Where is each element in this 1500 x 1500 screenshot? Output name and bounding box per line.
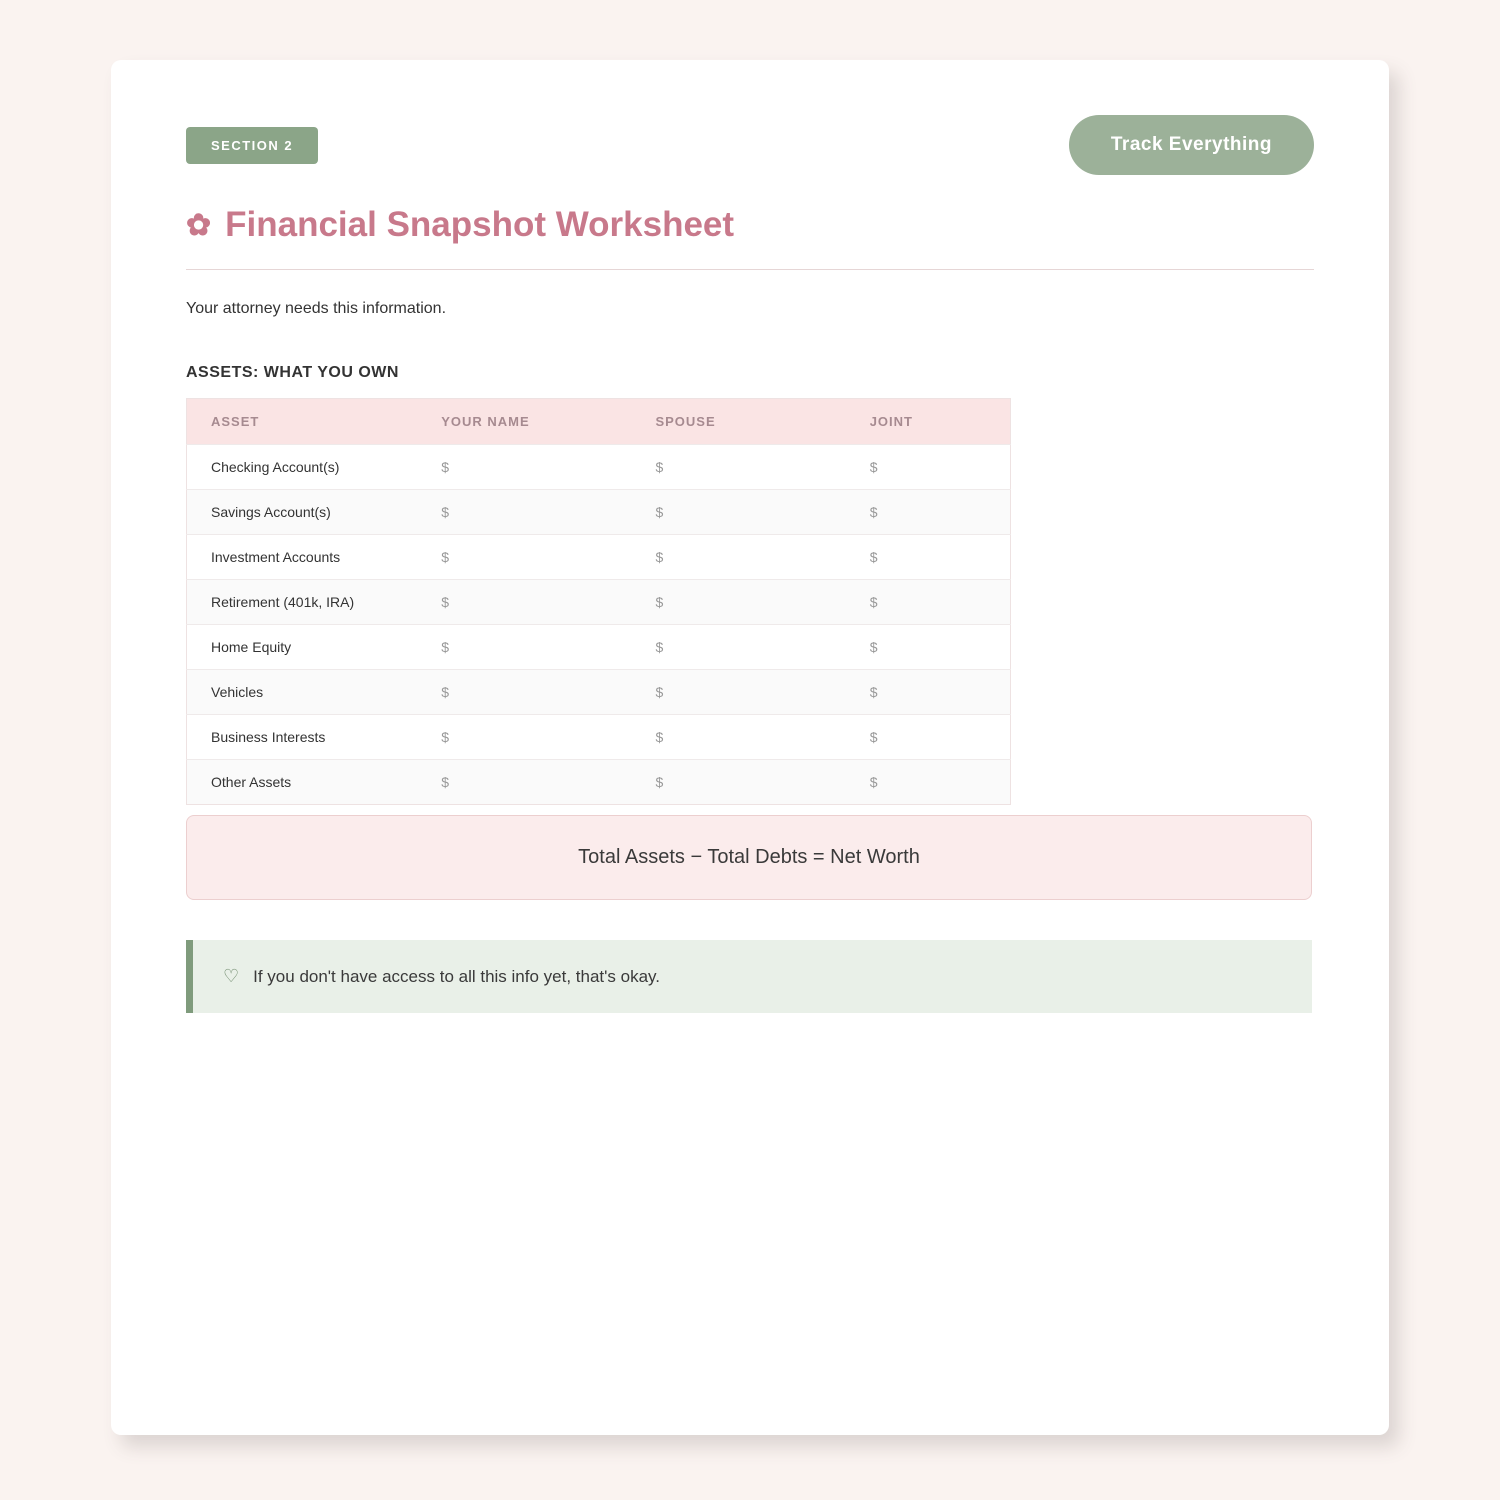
asset-value-cell[interactable]: $ [846,670,1011,715]
table-row [187,445,1011,490]
asset-value-cell[interactable]: $ [846,445,1011,490]
assets-column-header: ASSET [211,414,260,429]
flower-icon: ✿ [186,208,212,242]
asset-value-cell[interactable]: $ [846,715,1011,760]
intro-text: Your attorney needs this information. [186,300,447,317]
top-row [186,115,1314,175]
assets-table [186,398,1011,805]
asset-value-cell[interactable]: $ [846,625,1011,670]
assets-column-header: JOINT [869,414,913,429]
asset-label: Savings Account(s) [187,490,418,535]
asset-label: Other Assets [187,760,418,805]
worksheet-card [111,60,1389,1435]
asset-label: Vehicles [187,670,418,715]
table-row [187,760,1011,805]
asset-value-cell[interactable]: $ [846,760,1011,805]
asset-value-cell[interactable]: $ [631,760,845,805]
title-divider [186,269,1314,270]
asset-value-cell[interactable]: $ [631,445,845,490]
table-row [187,535,1011,580]
page-title: Financial Snapshot Worksheet [225,205,735,244]
asset-value-cell[interactable]: $ [417,580,631,625]
asset-label: Home Equity [187,625,418,670]
asset-value-cell[interactable]: $ [631,535,845,580]
table-row [187,490,1011,535]
table-row [187,625,1011,670]
heart-icon: ♡ [223,966,240,986]
asset-value-cell[interactable]: $ [417,715,631,760]
assets-column-header: YOUR NAME [441,414,530,429]
asset-label: Investment Accounts [187,535,418,580]
assets-table-header-row [187,399,1011,445]
networth-formula-box [186,815,1312,900]
track-everything-button[interactable]: Track Everything [1069,115,1314,175]
page-title-row [186,205,1314,245]
reassurance-callout [186,940,1312,1013]
assets-table-body [187,445,1011,805]
asset-value-cell[interactable]: $ [417,445,631,490]
assets-column-header: SPOUSE [655,414,716,429]
asset-label: Retirement (401k, IRA) [187,580,418,625]
asset-label: Checking Account(s) [187,445,418,490]
assets-table-header [187,399,1011,445]
networth-formula-text: Total Assets − Total Debts = Net Worth [578,846,920,868]
asset-value-cell[interactable]: $ [846,490,1011,535]
asset-value-cell[interactable]: $ [631,580,845,625]
asset-value-cell[interactable]: $ [417,670,631,715]
asset-value-cell[interactable]: $ [631,670,845,715]
asset-value-cell[interactable]: $ [846,535,1011,580]
asset-value-cell[interactable]: $ [631,490,845,535]
asset-value-cell[interactable]: $ [417,625,631,670]
callout-text: If you don't have access to all this info yet, that's okay. [253,966,660,986]
table-row [187,670,1011,715]
assets-section-heading: ASSETS: WHAT YOU OWN [186,364,399,381]
table-row [187,715,1011,760]
table-row [187,580,1011,625]
asset-value-cell[interactable]: $ [417,490,631,535]
asset-value-cell[interactable]: $ [846,580,1011,625]
asset-value-cell[interactable]: $ [417,535,631,580]
section-badge: SECTION 2 [186,127,318,164]
asset-value-cell[interactable]: $ [631,715,845,760]
asset-value-cell[interactable]: $ [417,760,631,805]
asset-label: Business Interests [187,715,418,760]
asset-value-cell[interactable]: $ [631,625,845,670]
